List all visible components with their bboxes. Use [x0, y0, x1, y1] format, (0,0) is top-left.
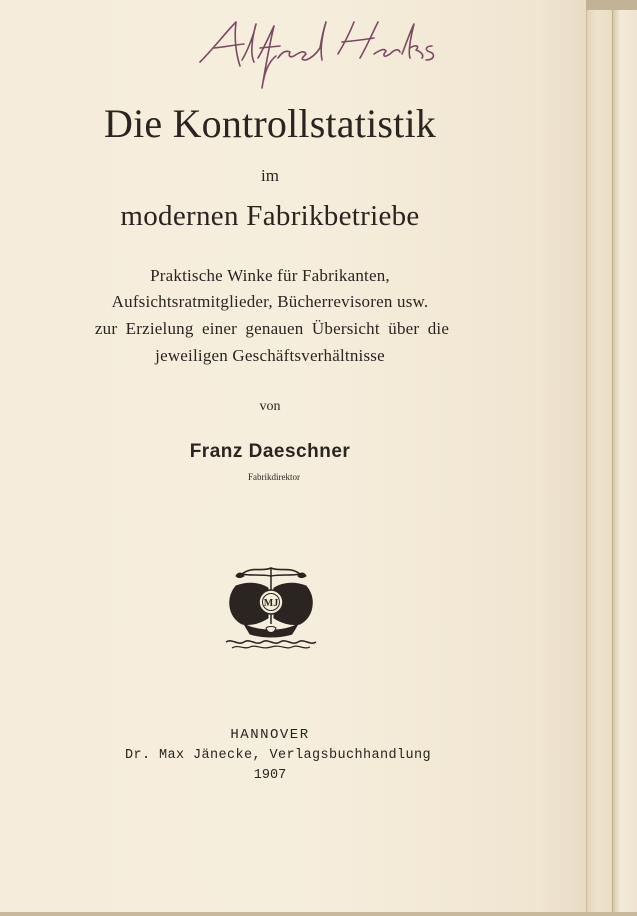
imprint-city: HANNOVER [230, 727, 310, 743]
cover-edge [612, 0, 637, 916]
imprint-year: 1907 [253, 768, 287, 783]
emblem-monogram: MJ [263, 598, 279, 609]
imprint-publisher: Dr. Max Jänecke, Verlagsbuchhandlung [124, 748, 432, 763]
sailing-ship-emblem-icon [222, 562, 320, 650]
description-line: jeweiligen Geschäftsverhältnisse [155, 346, 385, 365]
bottom-shadow-band [0, 912, 637, 916]
handwritten-signature [196, 14, 446, 94]
description-line: Aufsichtsratmitglieder, Bücherrevisoren usw. [111, 292, 429, 311]
page-edge [586, 0, 613, 912]
book-title: Die Kontrollstatistik [104, 101, 436, 146]
description-line: Praktische Winke für Fabrikanten, [150, 266, 390, 285]
author-name: Franz Daeschner [189, 441, 351, 462]
top-shadow-band [586, 0, 637, 10]
description-line: zur Erzielung einer genauen Übersicht über die [94, 319, 450, 338]
book-subtitle: modernen Fabrikbetriebe [120, 200, 420, 232]
by-line: von [259, 399, 281, 414]
author-role: Fabrikdirektor [248, 472, 300, 482]
title-connector: im [261, 166, 279, 185]
